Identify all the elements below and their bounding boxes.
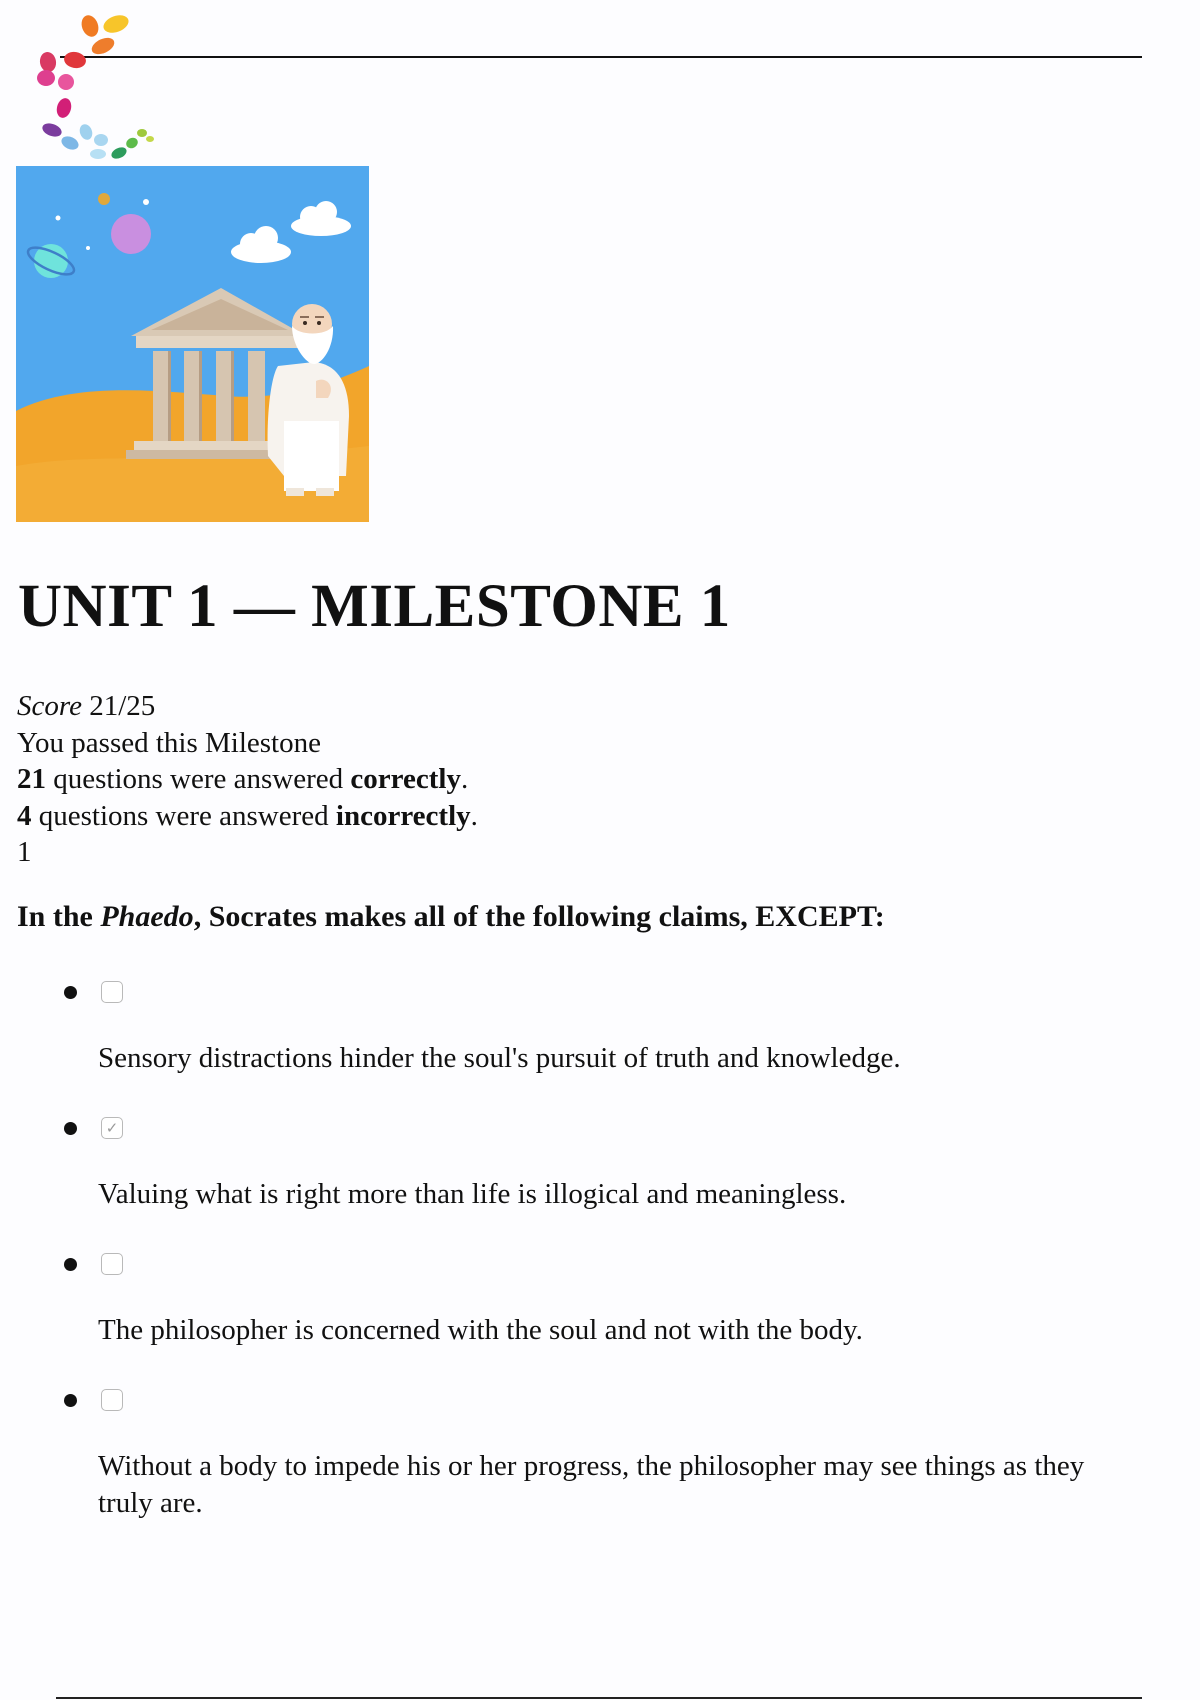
question-number: 1 <box>17 836 32 868</box>
question-work-title: Phaedo <box>100 900 194 933</box>
correct-period: . <box>460 763 469 795</box>
incorrect-word: incorrectly <box>335 799 471 832</box>
answer-checkbox[interactable] <box>101 1117 123 1139</box>
question-prompt <box>17 900 885 934</box>
header-rule <box>60 56 1142 58</box>
answer-option-text: Valuing what is right more than life is illogical and meaningless. <box>98 1178 847 1210</box>
checkmark-icon: ✓ <box>105 1118 119 1137</box>
correct-word: correctly <box>350 763 461 795</box>
bullet-icon <box>64 986 77 999</box>
answer-checkbox[interactable] <box>101 1253 123 1275</box>
bullet-icon <box>64 1258 77 1271</box>
score-summary <box>17 688 478 871</box>
correct-line <box>17 761 478 798</box>
footer-rule <box>56 1697 1142 1699</box>
pass-status: You passed this Milestone <box>17 726 321 759</box>
score-value: 21/25 <box>89 690 156 722</box>
question-text-post: , Socrates makes all of the following claims, EXCEPT: <box>193 900 885 933</box>
question-text-pre: In the <box>17 900 93 933</box>
correct-count: 21 <box>17 763 46 795</box>
incorrect-period: . <box>470 799 478 832</box>
answer-checkbox[interactable] <box>101 1389 123 1411</box>
score-label: Score <box>17 690 82 722</box>
answer-option-text: Sensory distractions hinder the soul's pursuit of truth and knowledge. <box>98 1042 901 1074</box>
incorrect-count: 4 <box>17 799 32 832</box>
incorrect-text: questions were answered <box>38 799 329 832</box>
leaf-spiral-logo-icon <box>28 12 168 162</box>
score-line <box>17 688 478 725</box>
answer-option-text: The philosopher is concerned with the soul and not with the body. <box>98 1314 863 1346</box>
answer-checkbox[interactable] <box>101 981 123 1003</box>
page-title: UNIT 1 — MILESTONE 1 <box>18 573 731 640</box>
incorrect-line <box>17 798 478 835</box>
answer-option-text: Without a body to impede his or her progress, the philosopher may see things as they truly are. <box>98 1450 1085 1519</box>
correct-text: questions were answered <box>53 763 344 795</box>
bullet-icon <box>64 1394 77 1407</box>
socrates-temple-illustration <box>16 166 369 522</box>
bullet-icon <box>64 1122 77 1135</box>
